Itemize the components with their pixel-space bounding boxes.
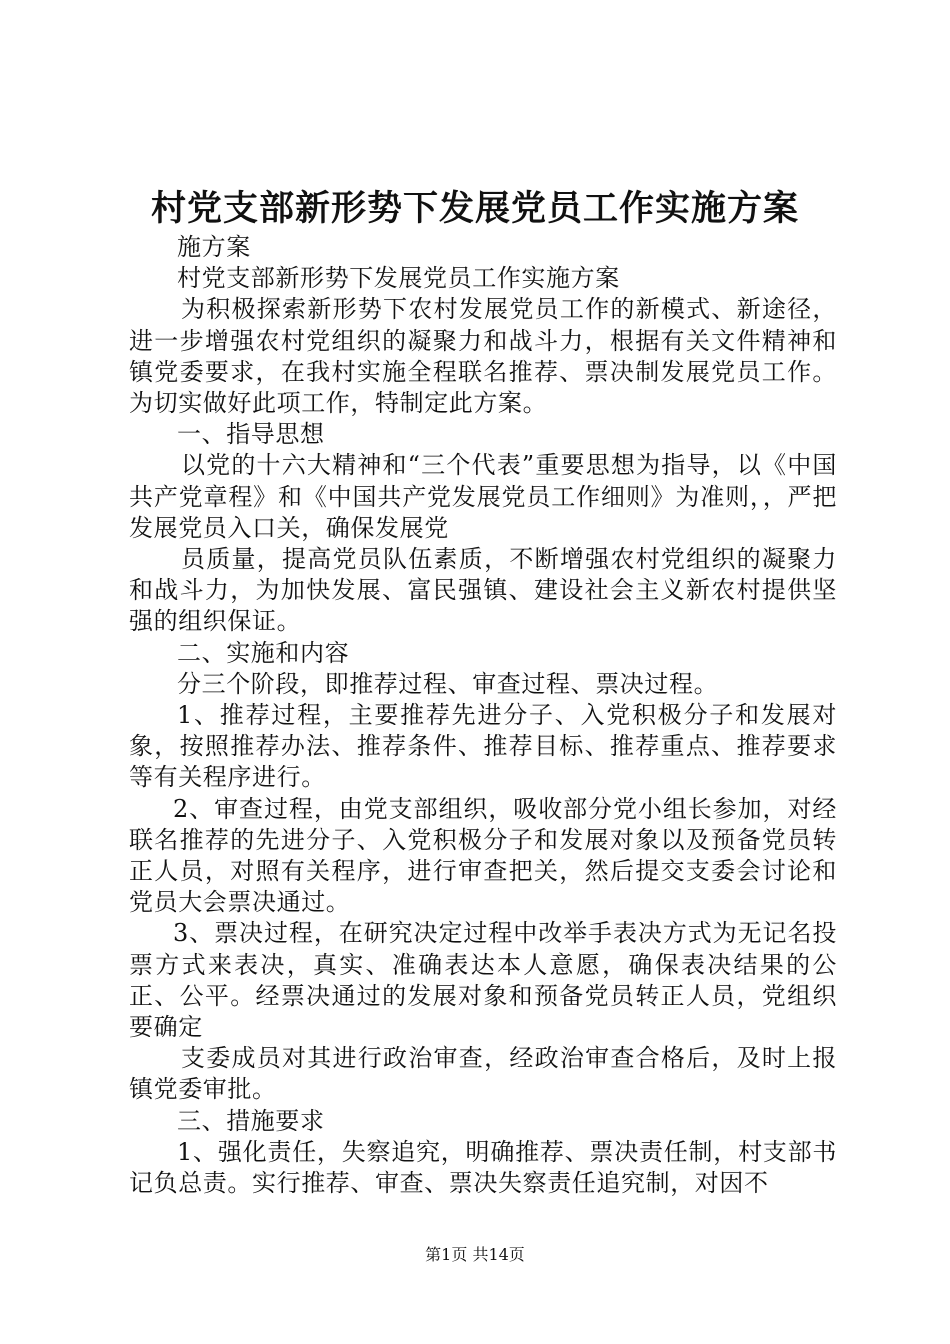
paragraph: 1、推荐过程，主要推荐先进分子、入党积极分子和发展对象，按照推荐办法、推荐条件、推荐目标、推荐重点、推荐要求等有关程序进行。 xyxy=(129,701,837,792)
paragraph: 2、审查过程，由党支部组织，吸收部分党小组长参加，对经联名推荐的先进分子、入党积极分子和发展对象以及预备党员转正人员，对照有关程序，进行审查把关，然后提交支委会讨论和党员大会票决通过。 xyxy=(129,794,837,917)
paragraph: 支委成员对其进行政治审查，经政治审查合格后，及时上报镇党委审批。 xyxy=(129,1044,837,1104)
paragraph: 1、强化责任，失察追究，明确推荐、票决责任制，村支部书记负总责。实行推荐、审查、票决失察责任追究制，对因不 xyxy=(129,1137,837,1198)
section-heading: 一、指导思想 xyxy=(177,420,325,449)
paragraph: 以党的十六大精神和“三个代表”重要思想为指导，以《中国共产党章程》和《中国共产党发展党员工作细则》为准则，，严把发展党员入口关，确保发展党 xyxy=(129,451,837,542)
paragraph: 为积极探索新形势下农村发展党员工作的新模式、新途径，进一步增强农村党组织的凝聚力和战斗力，根据有关文件精神和镇党委要求，在我村实施全程联名推荐、票决制发展党员工作。为切实做好此项工作，特制定此方案。 xyxy=(129,295,837,418)
paragraph: 分三个阶段，即推荐过程、审查过程、票决过程。 xyxy=(177,669,719,698)
paragraph: 员质量，提高党员队伍素质，不断增强农村党组织的凝聚力和战斗力，为加快发展、富民强镇、建设社会主义新农村提供坚强的组织保证。 xyxy=(129,545,837,636)
section-heading: 三、措施要求 xyxy=(177,1106,325,1135)
page-title: 村党支部新形势下发展党员工作实施方案 xyxy=(150,188,799,229)
paragraph: 村党支部新形势下发展党员工作实施方案 xyxy=(177,264,620,293)
section-heading: 二、实施和内容 xyxy=(177,638,350,667)
paragraph: 施方案 xyxy=(177,233,251,261)
paragraph: 3、票决过程，在研究决定过程中改举手表决方式为无记名投票方式来表决，真实、准确表达本人意愿，确保表决结果的公正、公平。经票决通过的发展对象和预备党员转正人员，党组织要确定 xyxy=(129,919,837,1042)
page-number: 第1页 共14页 xyxy=(425,1245,525,1264)
document-body xyxy=(129,232,837,1199)
